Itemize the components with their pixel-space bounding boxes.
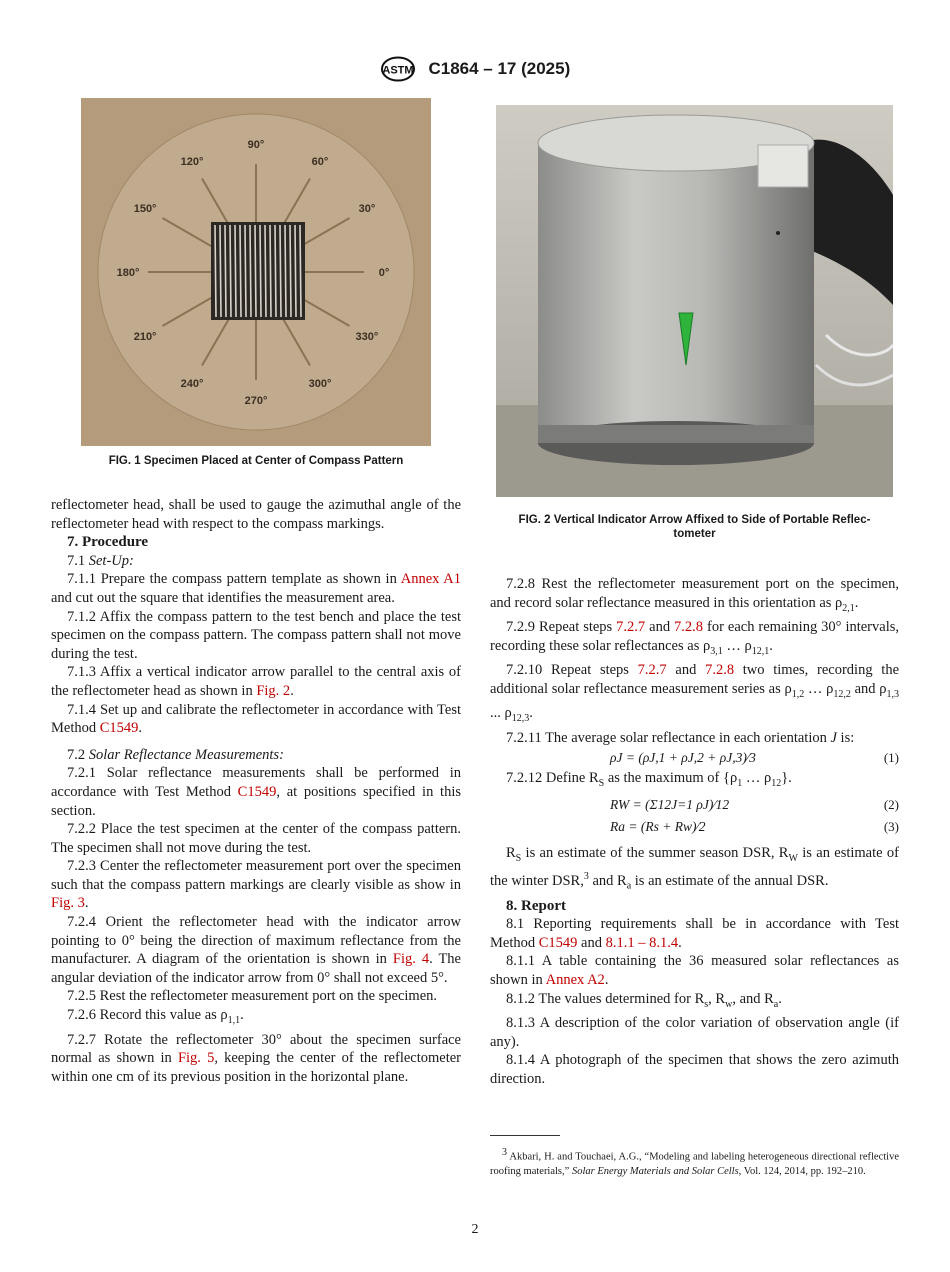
specimen-stripe (255, 225, 256, 317)
link-annex-a1[interactable]: Annex A1 (400, 571, 461, 588)
specimen-stripe (240, 225, 241, 317)
link-7-2-7[interactable]: 7.2.7 (637, 662, 667, 679)
text: , and R (732, 990, 774, 1007)
paragraph-8-1-3: 8.1.3 A description of the color variation of observation angle (if any). (490, 1015, 899, 1050)
link-fig-4[interactable]: Fig. 4 (392, 951, 430, 968)
text: 7.2.1 Solar reflectance measurements shall be performed in accordance with Test Method (51, 765, 461, 800)
text: and (666, 662, 706, 679)
compass-angle-label: 30° (358, 203, 376, 215)
standard-designation: C1864 – 17 (2025) (428, 59, 571, 78)
text: 8.1.2 The values determined for R (506, 990, 705, 1007)
text: is an estimate of the winter DSR, (490, 844, 899, 890)
paragraph-7-2-11 (490, 729, 899, 748)
text: as the maximum of {ρ (604, 770, 738, 787)
text: for each remaining 30° intervals, recording these solar reflectances as ρ (490, 619, 899, 654)
link-c1549[interactable]: C1549 (237, 783, 277, 800)
subscript: 1,1 (227, 1014, 241, 1026)
specimen-stripe (230, 225, 231, 317)
paragraph-7-2 (51, 746, 461, 765)
text: , R (708, 990, 726, 1007)
text: . (240, 1007, 244, 1024)
compass-angle-label: 210° (133, 331, 157, 343)
text: 7.2.4 Orient the reflectometer head with the indicator arrow pointing to 0° being the direction of maximum reflectance from the manufacturer. A diagram of the orientation is shown in (51, 914, 461, 968)
specimen-stripe (245, 225, 246, 317)
text: and cut out the square that identifies the measurement area. (51, 589, 395, 606)
text: , keeping the center of the reflectometer within one cm of its previous position in the horizontal plane. (51, 1050, 462, 1085)
text: 7.2.12 Define R (506, 770, 599, 787)
paragraph-7-1-2: 7.1.2 Affix the compass pattern to the test bench and place the test specimen on the compass pattern. The compass pattern shall not move during the test. (51, 608, 461, 662)
link-8-1-1-to-8-1-4[interactable]: 8.1.1 – 8.1.4 (605, 934, 679, 951)
figure-1-caption: FIG. 1 Specimen Placed at Center of Compass Pattern (108, 455, 404, 467)
subscript: 1,3 (886, 688, 899, 700)
footnote-number: 3 (502, 1147, 507, 1158)
text: . (854, 594, 859, 611)
specimen-stripe (215, 225, 216, 317)
text: 7.1.3 Affix a vertical indicator arrow parallel to the central axis of the reflectometer head as shown in (51, 664, 461, 699)
equation-body: Ra = (Rs + Rw)⁄2 (610, 818, 706, 834)
text: and ρ (850, 680, 887, 697)
paragraph-7-2-1 (51, 764, 461, 820)
text: is an estimate of the summer season DSR, R (521, 844, 789, 861)
equation-body: RW = (Σ12J=1 ρJ)⁄12 (610, 796, 730, 812)
compass-angle-label: 240° (180, 377, 204, 390)
right-column (490, 575, 899, 1088)
figure-2-caption-line1: FIG. 2 Vertical Indicator Arrow Affixed to Side of Portable Reflec- (518, 514, 871, 526)
section-8-heading: 8. Report (506, 897, 566, 914)
link-7-2-8[interactable]: 7.2.8 (705, 662, 735, 679)
paragraph-7-2-2: 7.2.2 Place the test specimen at the center of the compass pattern. The specimen shall not move during the test. (51, 821, 461, 856)
title: Solar Reflectance Measurements: (88, 746, 284, 763)
section-7-heading: 7. Procedure (67, 534, 149, 551)
text: , at positions specified in this section. (51, 783, 461, 819)
footnote-rule (490, 1135, 560, 1136)
paragraph-7-2-5: 7.2.5 Rest the reflectometer measurement port on the specimen. (67, 988, 438, 1005)
paragraph-7-2-10 (490, 661, 899, 729)
subscript: w (725, 998, 733, 1010)
text: R (506, 844, 516, 861)
subscript: S (598, 778, 605, 790)
text: 8.1.1 A table containing the 36 measured solar reflectances as shown in (490, 953, 899, 988)
text: … ρ (722, 637, 752, 654)
footnote-ref[interactable]: 3 (583, 871, 589, 883)
footnote-journal: Solar Energy Materials and Solar Cells (571, 1166, 739, 1177)
equation-1 (490, 747, 899, 769)
subscript: 12,3 (511, 713, 530, 725)
text: two times, recording the additional solar reflectance measurement series as ρ (490, 662, 900, 697)
specimen-stripe (280, 225, 281, 317)
text: is an estimate of the annual DSR. (631, 873, 829, 890)
specimen-stripe (220, 225, 221, 317)
document-header (0, 56, 950, 82)
link-7-2-7[interactable]: 7.2.7 (616, 619, 646, 636)
italic: J (830, 729, 837, 746)
footnote-3 (490, 1146, 899, 1180)
text: . (529, 705, 533, 722)
compass-angle-label: 0° (378, 267, 390, 279)
specimen-stripe (265, 225, 266, 317)
equation-body: ρJ = (ρJ,1 + ρJ,2 + ρJ,3)⁄3 (610, 750, 756, 766)
equation-number: (2) (883, 796, 899, 812)
subscript: 12,2 (833, 688, 851, 700)
text: 7.2.10 Repeat steps (506, 662, 638, 679)
compass-angle-label: 150° (133, 203, 157, 215)
link-fig-2[interactable]: Fig. 2 (256, 682, 291, 699)
subscript: a (773, 998, 779, 1010)
specimen-stripe (270, 225, 271, 317)
figure-2-caption-line2: tometer (673, 528, 716, 540)
footnote-text: , Vol. 124, 2014, pp. 192–210. (738, 1166, 866, 1177)
link-7-2-8[interactable]: 7.2.8 (674, 619, 704, 636)
paragraph-7-1-3 (51, 663, 461, 700)
subscript: s (704, 998, 709, 1010)
compass-angle-label: 270° (244, 395, 268, 407)
paragraph-7-2-9 (490, 618, 899, 661)
link-fig-5[interactable]: Fig. 5 (177, 1050, 215, 1067)
subscript: W (788, 852, 798, 864)
text: … ρ (804, 680, 834, 697)
page-number: 2 (471, 1222, 479, 1237)
text: . The angular deviation of the indicator arrow from 0° shall not exceed 5°. (51, 951, 461, 986)
text: 7.2.9 Repeat steps (506, 619, 617, 636)
paragraph-8-1-2 (490, 990, 899, 1014)
subscript: 1,2 (791, 688, 805, 700)
paragraph-7-2-4 (51, 913, 461, 987)
text: . (138, 720, 143, 737)
text: 7.2.8 Rest the reflectometer measurement port on the specimen, and record solar reflectance measured in this orientation as ρ (490, 576, 899, 611)
num: 7.2 (67, 746, 86, 763)
specimen-stripe (250, 225, 251, 317)
text: . (290, 682, 294, 699)
compass-angle-label: 90° (247, 139, 265, 151)
paragraph-7-1 (51, 552, 461, 571)
specimen-stripe (290, 225, 291, 317)
paragraph-7-1-4 (51, 701, 461, 738)
paragraph-7-2-8 (490, 575, 899, 618)
footnote-text: Akbari, H. and Touchaei, A.G., “Modeling and labeling heterogeneous directional reflective roofing materials,” (490, 1151, 899, 1177)
link-annex-a2[interactable]: Annex A2 (545, 971, 605, 988)
paragraph-continuation: reflectometer head, shall be used to gauge the azimuthal angle of the reflectometer head with respect to the compass markings. (51, 497, 461, 532)
specimen-stripe (275, 225, 276, 317)
compass-angle-label: 60° (311, 156, 329, 169)
figure-2-reflectometer-photo (496, 105, 893, 497)
text: and R (588, 873, 627, 890)
compass-angle-label: 300° (308, 377, 332, 390)
paragraph-8-1-1 (490, 952, 899, 989)
text: . (678, 934, 682, 951)
subscript: 12,1 (751, 645, 770, 657)
num: 7.1 (67, 552, 86, 569)
text: … ρ (742, 770, 772, 787)
text: 7.1.1 Prepare the compass pattern template as shown in (67, 571, 401, 588)
text: }. (781, 770, 792, 787)
text: 7.1.4 Set up and calibrate the reflectometer in accordance with Test Method (51, 701, 461, 737)
svg-text:ASTM: ASTM (382, 64, 414, 77)
compass-angle-label: 180° (116, 267, 140, 279)
paragraph-7-2-7 (51, 1031, 461, 1087)
specimen-stripe (225, 225, 226, 317)
equation-3 (490, 816, 899, 838)
subscript: 12 (771, 778, 782, 790)
subscript: 2,1 (842, 602, 855, 614)
text: is: (836, 729, 855, 746)
paragraph-7-2-6 (51, 1006, 461, 1030)
specimen-stripe (235, 225, 236, 317)
paragraph-8-1-4: 8.1.4 A photograph of the specimen that shows the zero azimuth direction. (490, 1052, 899, 1087)
paragraph-7-2-12 (490, 769, 899, 793)
subscript: 1 (737, 778, 743, 790)
text: . (604, 971, 609, 988)
text: 7.2.11 The average solar reflectance in each orientation (506, 729, 831, 746)
text: 8.1 Reporting requirements shall be in accordance with Test Method (490, 916, 899, 951)
compass-angle-label: 120° (180, 156, 204, 169)
equation-number: (3) (883, 818, 899, 834)
compass-angle-label: 330° (355, 331, 379, 343)
text: . (84, 895, 89, 912)
link-fig-3[interactable]: Fig. 3 (51, 895, 85, 912)
text: 7.2.6 Record this value as ρ (67, 1007, 228, 1024)
text: . (778, 990, 782, 1007)
specimen-stripe (295, 225, 296, 317)
subscript: a (626, 881, 632, 892)
specimen-stripe (285, 225, 286, 317)
figure-2-caption (490, 513, 899, 541)
paragraph-8-1 (490, 915, 899, 952)
left-column (51, 496, 461, 1086)
text: and (645, 619, 675, 636)
figure-1-compass-photo (81, 98, 431, 446)
text: ... ρ (490, 705, 512, 722)
specimen-stripe (300, 225, 301, 317)
subscript: S (515, 852, 522, 864)
equation-number: (1) (883, 750, 899, 766)
paragraph-dsr-estimates (490, 844, 899, 897)
equation-2 (490, 794, 899, 816)
astm-logo-icon (380, 56, 416, 82)
subscript: 3,1 (710, 645, 723, 657)
text: 7.2.7 Rotate the reflectometer 30° about the specimen surface normal as shown in (51, 1031, 461, 1067)
text: . (769, 637, 773, 654)
link-c1549[interactable]: C1549 (538, 934, 578, 951)
text: 7.2.3 Center the reflectometer measurement port over the specimen such that the compass pattern markings are clearly visible as show in (51, 858, 461, 893)
title: Set-Up: (88, 552, 134, 569)
specimen-stripe (260, 225, 261, 317)
text: and (577, 934, 606, 951)
paragraph-7-1-1 (51, 570, 461, 607)
link-c1549[interactable]: C1549 (99, 720, 139, 737)
paragraph-7-2-3 (51, 857, 461, 913)
